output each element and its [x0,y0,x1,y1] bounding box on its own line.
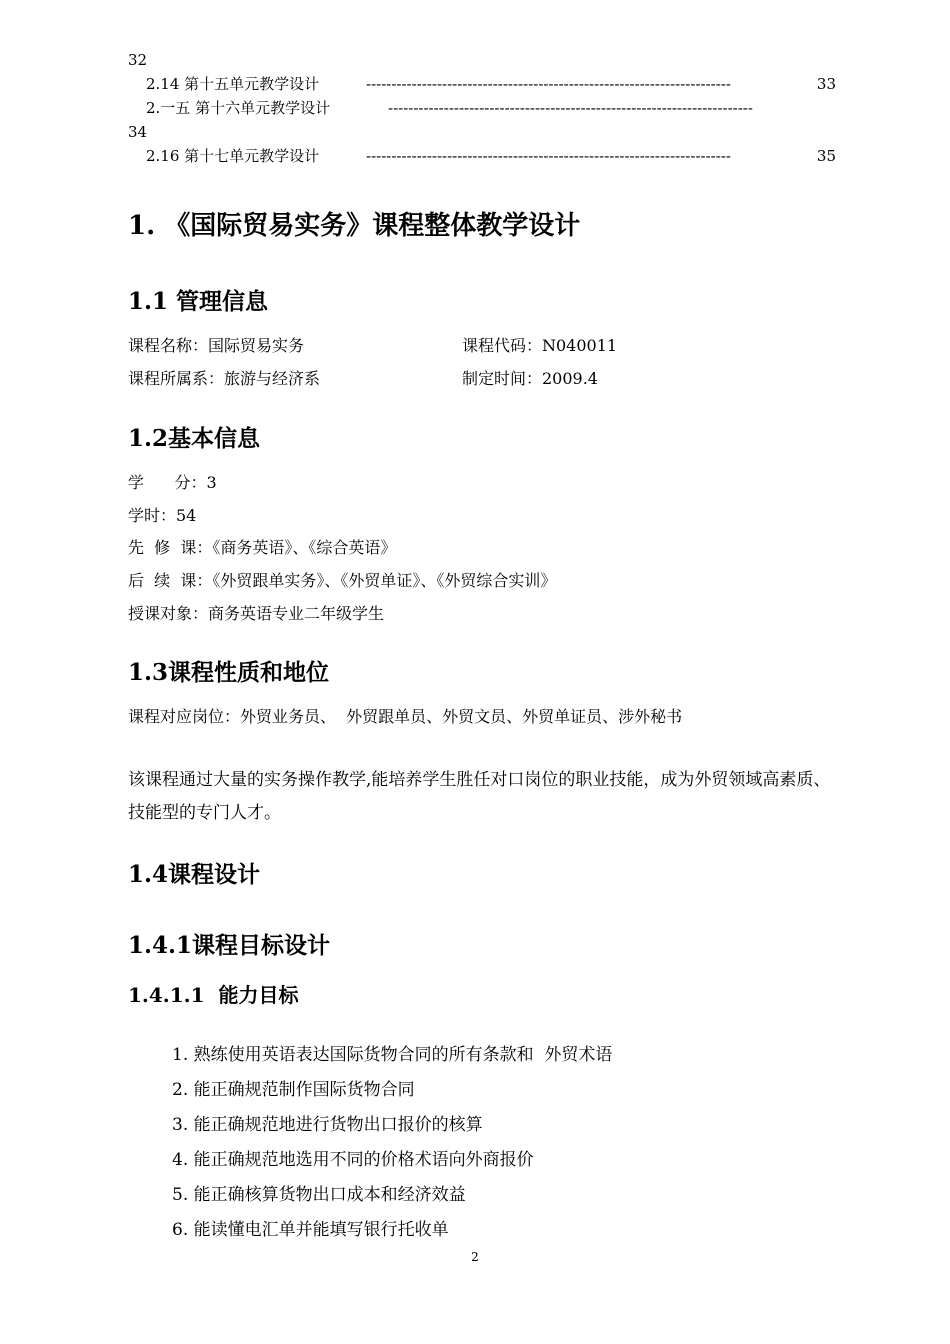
heading-1-2: 1.2基本信息 [128,425,261,452]
list-item: 6. 能读懂电汇单并能填写银行托收单 [172,1220,449,1240]
heading-1-1: 1.1 管理信息 [128,288,269,315]
target-audience: 授课对象：商务英语专业二年级学生 [128,604,385,623]
section-title-1: 1. 《国际贸易实务》课程整体教学设计 [128,211,581,241]
toc-entry-label: 2.14 第十五单元教学设计 [146,75,320,93]
credits: 学 分：3 [128,473,217,492]
course-positions: 课程对应岗位：外贸业务员、 外贸跟单员、外贸文员、外贸单证员、涉外秘书 [128,707,683,726]
prerequisite-courses: 先 修 课：《商务英语》、《综合英语》 [128,538,397,557]
heading-1-4-1-1: 1.4.1.1 能力目标 [128,983,299,1007]
heading-1-4-1: 1.4.1课程目标设计 [128,932,331,959]
list-item: 2. 能正确规范制作国际货物合同 [172,1080,415,1100]
course-code: 课程代码：N040011 [462,336,618,355]
toc-entry-page-wrapped: 34 [128,123,148,141]
toc-entry-page: 33 [816,75,836,93]
course-date: 制定时间：2009.4 [462,369,598,388]
toc-entry-label: 2.一五 第十六单元教学设计 [146,99,331,117]
course-description-paragraph: 该课程通过大量的实务操作教学,能培养学生胜任对口岗位的职业技能，成为外贸领域高素质、技能型的专门人才。 [128,770,831,823]
follow-up-courses: 后 续 课：《外贸跟单实务》、《外贸单证》、《外贸综合实训》 [128,571,557,590]
heading-1-3: 1.3课程性质和地位 [128,659,330,686]
list-item: 3. 能正确规范地进行货物出口报价的核算 [172,1115,483,1135]
toc-leader-dots: ------------------------------------------------------------------------ [388,99,753,117]
toc-entry-label: 2.16 第十七单元教学设计 [146,147,320,165]
list-item: 5. 能正确核算货物出口成本和经济效益 [172,1185,466,1205]
heading-1-4: 1.4课程设计 [128,861,261,888]
page-number-footer: 2 [471,1250,479,1264]
table-of-contents [128,48,840,178]
toc-entry-page: 35 [816,147,836,165]
course-department: 课程所属系：旅游与经济系 [128,369,321,388]
list-item: 4. 能正确规范地选用不同的价格术语向外商报价 [172,1150,534,1170]
toc-leader-dots: ------------------------------------------------------------------------ [366,147,731,165]
toc-continued-page-number: 32 [128,51,148,69]
hours: 学时：54 [128,506,197,525]
toc-leader-dots: ------------------------------------------------------------------------ [366,75,731,93]
list-item: 1. 熟练使用英语表达国际货物合同的所有条款和 外贸术语 [172,1045,613,1065]
course-name: 课程名称：国际贸易实务 [128,336,305,355]
